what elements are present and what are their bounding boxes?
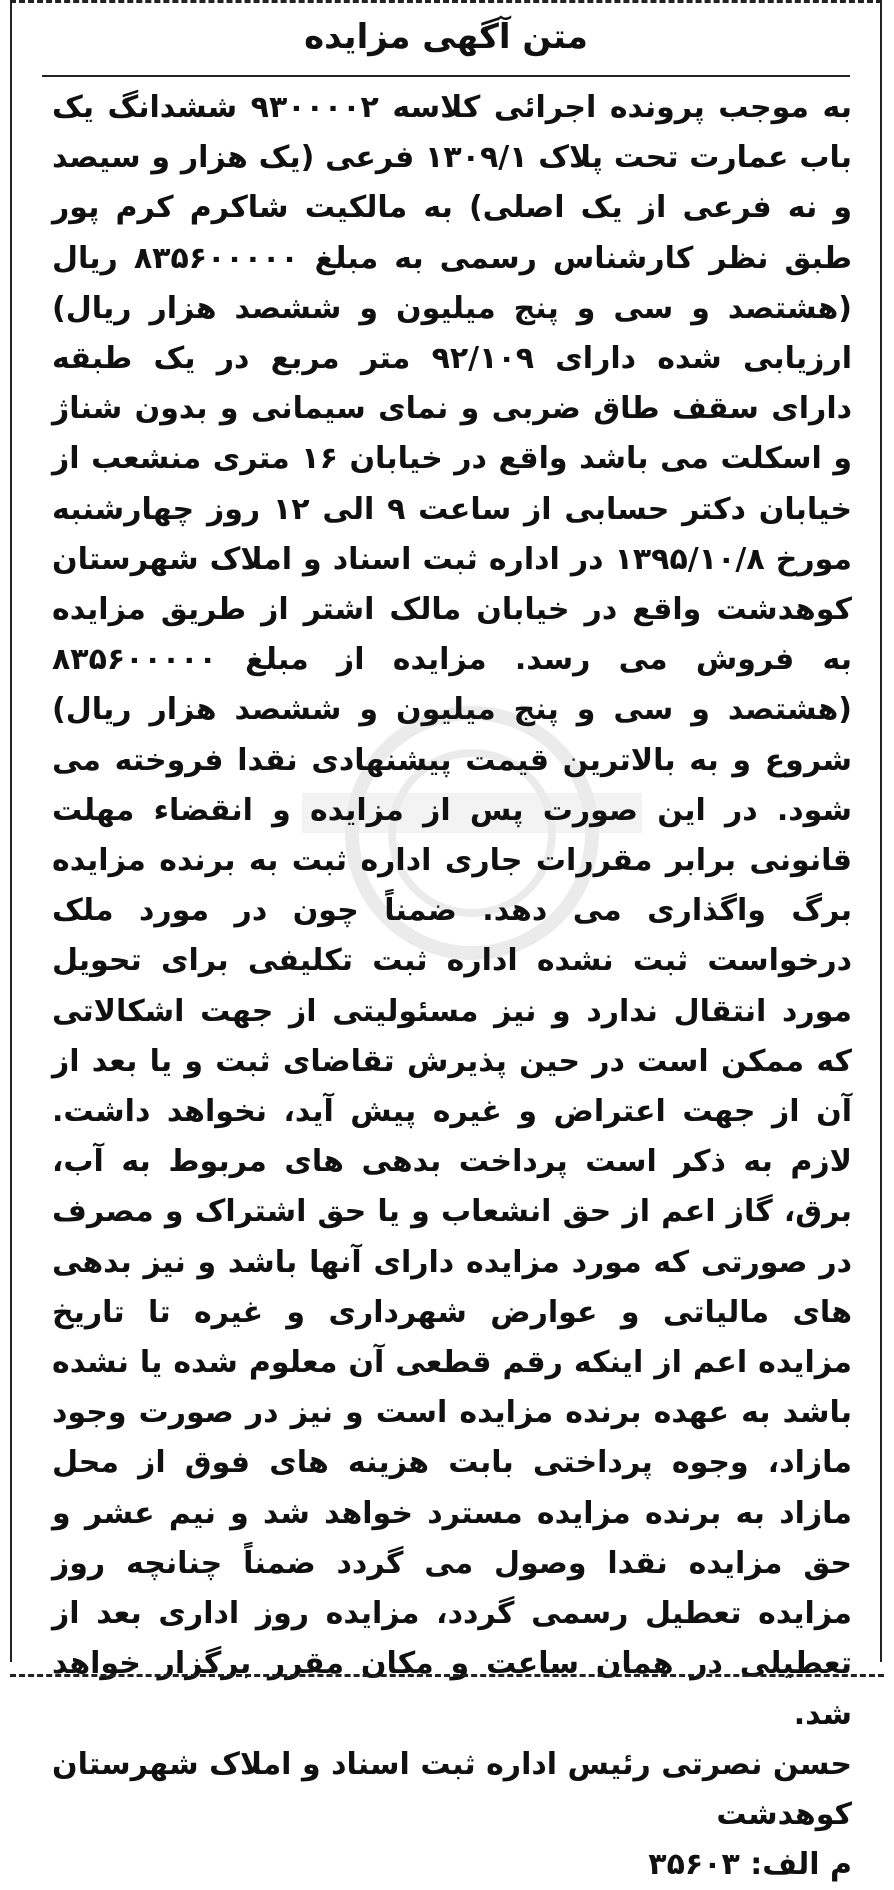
notice-signature: حسن نصرتی رئیس اداره ثبت اسناد و املاک شهرستان کوهدشت [52,1746,852,1832]
notice-frame [10,0,882,1883]
notice-title: متن آگهی مزایده [304,17,588,57]
notice-reference: م الف: ۳۵۶۰۳ [648,1847,852,1883]
bottom-divider [10,1674,884,1677]
title-divider [42,75,850,77]
notice-body [52,83,852,1890]
notice-paragraph: به موجب پرونده اجرائی کلاسه ۹۳۰۰۰۰۲ ششدانگ یک باب عمارت تحت پلاک ۱۳۰۹/۱ فرعی (یک هزار و سیصد و نه فرعی از یک اصلی) به مالکیت شاکرم کرم پور طبق نظر کارشناس رسمی به مبلغ ۸۳۵۶۰۰۰۰۰ ریال (هشتصد و سی و پنج میلیون و ششصد هزار ریال) ارزیابی شده دارای ۹۲/۱۰۹ متر مربع در یک طبقه دارای سقف طاق ضربی و نمای سیمانی و بدون شناژ و اسکلت می باشد واقع در خیابان ۱۶ متری منشعب از خیابان دکتر حسابی از ساعت ۹ الی ۱۲ روز چهارشنبه مورخ ۱۳۹۵/۱۰/۸ در اداره ثبت اسناد و املاک شهرستان کوهدشت واقع در خیابان مالک اشتر از طریق مزایده به فروش می رسد. مزایده از مبلغ ۸۳۵۶۰۰۰۰۰ (هشتصد و سی و پنج میلیون و ششصد هزار ریال) شروع و به بالاترین قیمت پیشنهادی نقدا فروخته می شود. در این صورت پس از مزایده و انقضاء مهلت قانونی برابر مقررات جاری اداره ثبت به برنده مزایده برگ واگذاری می دهد. ضمناً چون در مورد ملک درخواست ثبت نشده اداره ثبت تکلیفی برای تحویل مورد انتقال ندارد و نیز مسئولیتی از جهت اشکالاتی که ممکن است در حین پذیرش تقاضای ثبت و یا بعد از آن از جهت اعتراض و غیره پیش آید، نخواهد داشت. لازم به ذکر است پرداخت بدهی های مربوط به آب، برق، گاز اعم از حق انشعاب و یا حق اشتراک و مصرف در صورتی که مورد مزایده دارای آنها باشد و نیز بدهی های مالیاتی و عوارض شهرداری و غیره تا تاریخ مزایده اعم از اینکه رقم قطعی آن معلوم شده یا نشده باشد به عهده برنده مزایده است و نیز در صورت وجود مازاد، وجوه پرداختی بابت هزینه های فوق از محل مازاد به برنده مزایده مسترد خواهد شد و نیم عشر و حق مزایده نقدا وصول می گردد ضمناً چنانچه روز مزایده تعطیل رسمی گردد، مزایده روز اداری بعد از تعطیلی در همان ساعت و مکان مقرر برگزار خواهد شد. [52,90,853,1732]
